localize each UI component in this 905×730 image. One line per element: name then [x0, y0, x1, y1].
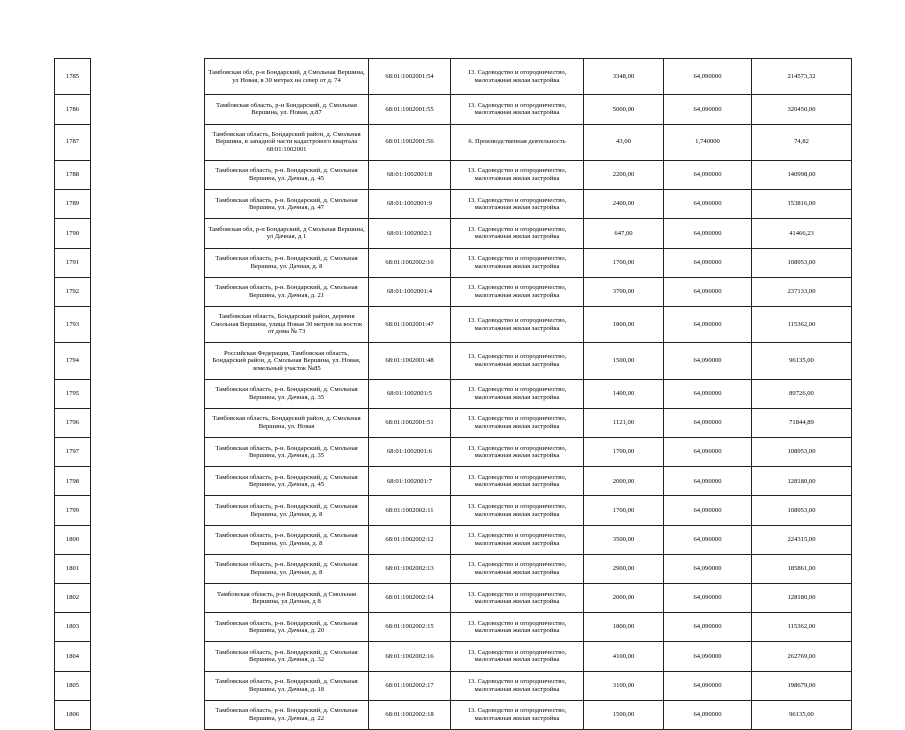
gap-cell: [91, 277, 205, 306]
table-row: [55, 584, 852, 613]
gap-cell: [91, 467, 205, 496]
address-cell: Тамбовская область, р-н. Бондарский, д. Смольная Вершина, ул. Дачная, д. 32: [205, 642, 369, 671]
table-row: [55, 438, 852, 467]
address-cell: Тамбовская обл, р-н Бондарский, д Смольная Вершина, ул Новая, в 30 метрах на север от д. 74: [205, 59, 369, 95]
cadastral-value-cell: 41466,23: [752, 219, 852, 248]
area-cell: 1700,00: [584, 496, 664, 525]
rate-cell: 64,090000: [664, 525, 752, 554]
area-cell: 4100,00: [584, 642, 664, 671]
row-number-cell: 1790: [55, 219, 91, 248]
land-use-cell: 13. Садоводство и огородничество, малоэтажная жилая застройка: [451, 379, 584, 408]
land-use-cell: 13. Садоводство и огородничество, малоэтажная жилая застройка: [451, 467, 584, 496]
row-number-cell: 1799: [55, 496, 91, 525]
land-use-cell: 13. Садоводство и огородничество, малоэтажная жилая застройка: [451, 219, 584, 248]
cadastral-number-cell: 68:01:1002001:9: [369, 190, 451, 219]
cadastral-number-cell: 68:01:1002001:6: [369, 438, 451, 467]
address-cell: Тамбовская область, р-н. Бондарский, д. Смольная Вершина, ул. Дачная, д. 22: [205, 700, 369, 729]
area-cell: 1700,00: [584, 438, 664, 467]
row-number-cell: 1789: [55, 190, 91, 219]
cadastral-number-cell: 68:01:1002001:55: [369, 95, 451, 124]
gap-cell: [91, 190, 205, 219]
land-use-cell: 13. Садоводство и огородничество, малоэтажная жилая застройка: [451, 95, 584, 124]
rate-cell: 64,090000: [664, 379, 752, 408]
address-cell: Тамбовская область, р-н. Бондарский, д. Смольная Вершина, ул. Дачная, д. 8: [205, 496, 369, 525]
address-cell: Тамбовская область, р-н. Бондарский, д. Смольная Вершина, ул. Дачная, д. 21: [205, 277, 369, 306]
rate-cell: 64,090000: [664, 190, 752, 219]
land-use-cell: 13. Садоводство и огородничество, малоэтажная жилая застройка: [451, 438, 584, 467]
rate-cell: 64,090000: [664, 408, 752, 437]
land-use-cell: 13. Садоводство и огородничество, малоэтажная жилая застройка: [451, 306, 584, 342]
area-cell: 2000,00: [584, 584, 664, 613]
area-cell: 1121,00: [584, 408, 664, 437]
address-cell: Тамбовская область, р-н. Бондарский, д. Смольная Вершина, ул. Дачная, д. 18: [205, 671, 369, 700]
table-row: [55, 277, 852, 306]
rate-cell: 64,090000: [664, 554, 752, 583]
table-row: [55, 642, 852, 671]
land-use-cell: 13. Садоводство и огородничество, малоэтажная жилая застройка: [451, 59, 584, 95]
gap-cell: [91, 379, 205, 408]
address-cell: Тамбовская обл, р-н Бондарский, д Смольная Вершина, ул Дачная, д 1: [205, 219, 369, 248]
gap-cell: [91, 95, 205, 124]
address-cell: Тамбовская область, р-н. Бондарский, д. Смольная Вершина, ул. Дачная, д. 35: [205, 379, 369, 408]
table-row: [55, 160, 852, 189]
land-use-cell: 13. Садоводство и огородничество, малоэтажная жилая застройка: [451, 408, 584, 437]
cadastral-number-cell: 68:01:1002002:13: [369, 554, 451, 583]
gap-cell: [91, 584, 205, 613]
gap-cell: [91, 613, 205, 642]
cadastral-number-cell: 68:01:1002002:18: [369, 700, 451, 729]
row-number-cell: 1796: [55, 408, 91, 437]
table-row: [55, 700, 852, 729]
cadastral-value-cell: 128180,00: [752, 584, 852, 613]
cadastral-number-cell: 68:01:1002001:54: [369, 59, 451, 95]
land-use-cell: 13. Садоводство и огородничество, малоэтажная жилая застройка: [451, 496, 584, 525]
row-number-cell: 1787: [55, 124, 91, 160]
cadastral-number-cell: 68:01:1002002:12: [369, 525, 451, 554]
row-number-cell: 1785: [55, 59, 91, 95]
row-number-cell: 1793: [55, 306, 91, 342]
gap-cell: [91, 700, 205, 729]
area-cell: 1500,00: [584, 700, 664, 729]
land-use-cell: 6. Производственная деятельность: [451, 124, 584, 160]
rate-cell: 64,090000: [664, 671, 752, 700]
table-row: [55, 467, 852, 496]
cadastral-value-cell: 185861,00: [752, 554, 852, 583]
rate-cell: 64,090000: [664, 160, 752, 189]
address-cell: Тамбовская область, Бондарский район, д. Смольная Вершина, ул. Новая: [205, 408, 369, 437]
rate-cell: 64,090000: [664, 613, 752, 642]
table-row: [55, 496, 852, 525]
gap-cell: [91, 124, 205, 160]
cadastral-value-cell: 108953,00: [752, 438, 852, 467]
address-cell: Тамбовская область, р-н. Бондарский, д. Смольная Вершина, ул. Дачная, д. 45: [205, 160, 369, 189]
cadastral-value-cell: 224315,00: [752, 525, 852, 554]
row-number-cell: 1792: [55, 277, 91, 306]
rate-cell: 1,740000: [664, 124, 752, 160]
row-number-cell: 1791: [55, 248, 91, 277]
area-cell: 3500,00: [584, 525, 664, 554]
gap-cell: [91, 219, 205, 248]
gap-cell: [91, 496, 205, 525]
cadastral-number-cell: 68:01:1002001:47: [369, 306, 451, 342]
area-cell: 1400,00: [584, 379, 664, 408]
land-use-cell: 13. Садоводство и огородничество, малоэтажная жилая застройка: [451, 671, 584, 700]
cadastral-value-cell: 74,82: [752, 124, 852, 160]
cadastral-value-cell: 108953,00: [752, 496, 852, 525]
gap-cell: [91, 525, 205, 554]
gap-cell: [91, 59, 205, 95]
land-use-cell: 13. Садоводство и огородничество, малоэтажная жилая застройка: [451, 277, 584, 306]
cadastral-number-cell: 68:01:1002002:15: [369, 613, 451, 642]
cadastral-number-cell: 68:01:1002002:17: [369, 671, 451, 700]
rate-cell: 64,090000: [664, 248, 752, 277]
rate-cell: 64,090000: [664, 584, 752, 613]
table-row: [55, 525, 852, 554]
land-use-cell: 13. Садоводство и огородничество, малоэтажная жилая застройка: [451, 613, 584, 642]
land-use-cell: 13. Садоводство и огородничество, малоэтажная жилая застройка: [451, 700, 584, 729]
row-number-cell: 1806: [55, 700, 91, 729]
address-cell: Тамбовская область, Бондарский район, д. Смольная Вершина, в западной части кадастрового квартала 68:01:1002001: [205, 124, 369, 160]
cadastral-value-cell: 96135,00: [752, 700, 852, 729]
area-cell: 2900,00: [584, 554, 664, 583]
table-row: [55, 554, 852, 583]
gap-cell: [91, 160, 205, 189]
area-cell: 5000,00: [584, 95, 664, 124]
gap-cell: [91, 554, 205, 583]
gap-cell: [91, 671, 205, 700]
row-number-cell: 1802: [55, 584, 91, 613]
cadastral-value-cell: 153816,00: [752, 190, 852, 219]
cadastral-value-cell: 198679,00: [752, 671, 852, 700]
row-number-cell: 1788: [55, 160, 91, 189]
row-number-cell: 1794: [55, 343, 91, 379]
rate-cell: 64,090000: [664, 219, 752, 248]
cadastral-number-cell: 68:01:1002002:10: [369, 248, 451, 277]
area-cell: 3348,00: [584, 59, 664, 95]
cadastral-number-cell: 68:01:1002001:8: [369, 160, 451, 189]
cadastral-value-cell: 89726,00: [752, 379, 852, 408]
rate-cell: 64,090000: [664, 467, 752, 496]
rate-cell: 64,090000: [664, 343, 752, 379]
area-cell: 1500,00: [584, 343, 664, 379]
row-number-cell: 1805: [55, 671, 91, 700]
cadastral-value-cell: 237133,00: [752, 277, 852, 306]
gap-cell: [91, 306, 205, 342]
area-cell: 1800,00: [584, 613, 664, 642]
row-number-cell: 1795: [55, 379, 91, 408]
rate-cell: 64,090000: [664, 59, 752, 95]
land-use-cell: 13. Садоводство и огородничество, малоэтажная жилая застройка: [451, 525, 584, 554]
land-use-cell: 13. Садоводство и огородничество, малоэтажная жилая застройка: [451, 642, 584, 671]
address-cell: Тамбовская область, р-н. Бондарский, д. Смольная Вершина, ул. Дачная, д. 45: [205, 467, 369, 496]
cadastral-value-cell: 262769,00: [752, 642, 852, 671]
address-cell: Тамбовская область, р-н. Бондарский, д. Смольная Вершина, ул. Дачная, д. 8: [205, 554, 369, 583]
land-use-cell: 13. Садоводство и огородничество, малоэтажная жилая застройка: [451, 160, 584, 189]
row-number-cell: 1797: [55, 438, 91, 467]
address-cell: Российская Федерация, Тамбовская область, Бондарский район, д. Смольная Вершина, ул. Новая, земельный участок №85: [205, 343, 369, 379]
gap-cell: [91, 408, 205, 437]
address-cell: Тамбовская область, р-н. Бондарский, д. Смольная Вершина, ул. Дачная, д. 47: [205, 190, 369, 219]
cadastral-number-cell: 68:01:1002001:56: [369, 124, 451, 160]
land-use-cell: 13. Садоводство и огородничество, малоэтажная жилая застройка: [451, 343, 584, 379]
table-row: [55, 248, 852, 277]
table-row: [55, 613, 852, 642]
address-cell: Тамбовская область, р-н Бондарский, д Смольная Вершина, ул Дачная, д 8: [205, 584, 369, 613]
table-row: [55, 379, 852, 408]
cadastral-number-cell: 68:01:1002001:4: [369, 277, 451, 306]
area-cell: 43,00: [584, 124, 664, 160]
gap-cell: [91, 642, 205, 671]
cadastral-value-cell: 115362,00: [752, 613, 852, 642]
gap-cell: [91, 248, 205, 277]
cadastral-value-cell: 96135,00: [752, 343, 852, 379]
table-row: [55, 95, 852, 124]
area-cell: 1800,00: [584, 306, 664, 342]
table-row: [55, 124, 852, 160]
row-number-cell: 1786: [55, 95, 91, 124]
row-number-cell: 1800: [55, 525, 91, 554]
rate-cell: 64,090000: [664, 306, 752, 342]
gap-cell: [91, 438, 205, 467]
address-cell: Тамбовская область, р-н Бондарский, д. Смольная Вершина, ул. Новая, д.87: [205, 95, 369, 124]
cadastral-number-cell: 68:01:1002001:48: [369, 343, 451, 379]
area-cell: 2200,00: [584, 160, 664, 189]
area-cell: 3100,00: [584, 671, 664, 700]
cadastral-value-cell: 320450,00: [752, 95, 852, 124]
cadastral-value-cell: 214573,32: [752, 59, 852, 95]
rate-cell: 64,090000: [664, 95, 752, 124]
land-use-cell: 13. Садоводство и огородничество, малоэтажная жилая застройка: [451, 190, 584, 219]
land-use-cell: 13. Садоводство и огородничество, малоэтажная жилая застройка: [451, 248, 584, 277]
cadastral-number-cell: 68:01:1002001:5: [369, 379, 451, 408]
table-row: [55, 408, 852, 437]
cadastral-number-cell: 68:01:1002001:51: [369, 408, 451, 437]
cadastral-number-cell: 68:01:1002002:14: [369, 584, 451, 613]
rate-cell: 64,090000: [664, 438, 752, 467]
address-cell: Тамбовская область, Бондарский район, деревня Смольная Вершина, улица Новая 30 метров на восток от дома № 73: [205, 306, 369, 342]
cadastral-number-cell: 68:01:1002002:11: [369, 496, 451, 525]
rate-cell: 64,090000: [664, 642, 752, 671]
cadastral-value-table: [54, 58, 852, 730]
table-row: [55, 190, 852, 219]
rate-cell: 64,090000: [664, 496, 752, 525]
table-row: [55, 306, 852, 342]
table-row: [55, 343, 852, 379]
area-cell: 2000,00: [584, 467, 664, 496]
row-number-cell: 1803: [55, 613, 91, 642]
address-cell: Тамбовская область, р-н. Бондарский, д. Смольная Вершина, ул. Дачная, д. 8: [205, 248, 369, 277]
land-use-cell: 13. Садоводство и огородничество, малоэтажная жилая застройка: [451, 584, 584, 613]
cadastral-number-cell: 68:01:1002002:16: [369, 642, 451, 671]
area-cell: 1700,00: [584, 248, 664, 277]
address-cell: Тамбовская область, р-н. Бондарский, д. Смольная Вершина, ул. Дачная, д. 35: [205, 438, 369, 467]
cadastral-value-cell: 115362,00: [752, 306, 852, 342]
row-number-cell: 1798: [55, 467, 91, 496]
cadastral-value-cell: 108953,00: [752, 248, 852, 277]
row-number-cell: 1801: [55, 554, 91, 583]
cadastral-value-cell: 140998,00: [752, 160, 852, 189]
cadastral-number-cell: 68:01:1002001:7: [369, 467, 451, 496]
cadastral-value-cell: 128180,00: [752, 467, 852, 496]
address-cell: Тамбовская область, р-н. Бондарский, д. Смольная Вершина, ул. Дачная, д. 20: [205, 613, 369, 642]
table-row: [55, 59, 852, 95]
land-use-cell: 13. Садоводство и огородничество, малоэтажная жилая застройка: [451, 554, 584, 583]
rate-cell: 64,090000: [664, 277, 752, 306]
table-row: [55, 219, 852, 248]
row-number-cell: 1804: [55, 642, 91, 671]
table-row: [55, 671, 852, 700]
address-cell: Тамбовская область, р-н. Бондарский, д. Смольная Вершина, ул. Дачная, д. 8: [205, 525, 369, 554]
area-cell: 647,00: [584, 219, 664, 248]
gap-cell: [91, 343, 205, 379]
area-cell: 3700,00: [584, 277, 664, 306]
rate-cell: 64,090000: [664, 700, 752, 729]
cadastral-number-cell: 68:01:1002002:1: [369, 219, 451, 248]
cadastral-value-cell: 71844,89: [752, 408, 852, 437]
area-cell: 2400,00: [584, 190, 664, 219]
